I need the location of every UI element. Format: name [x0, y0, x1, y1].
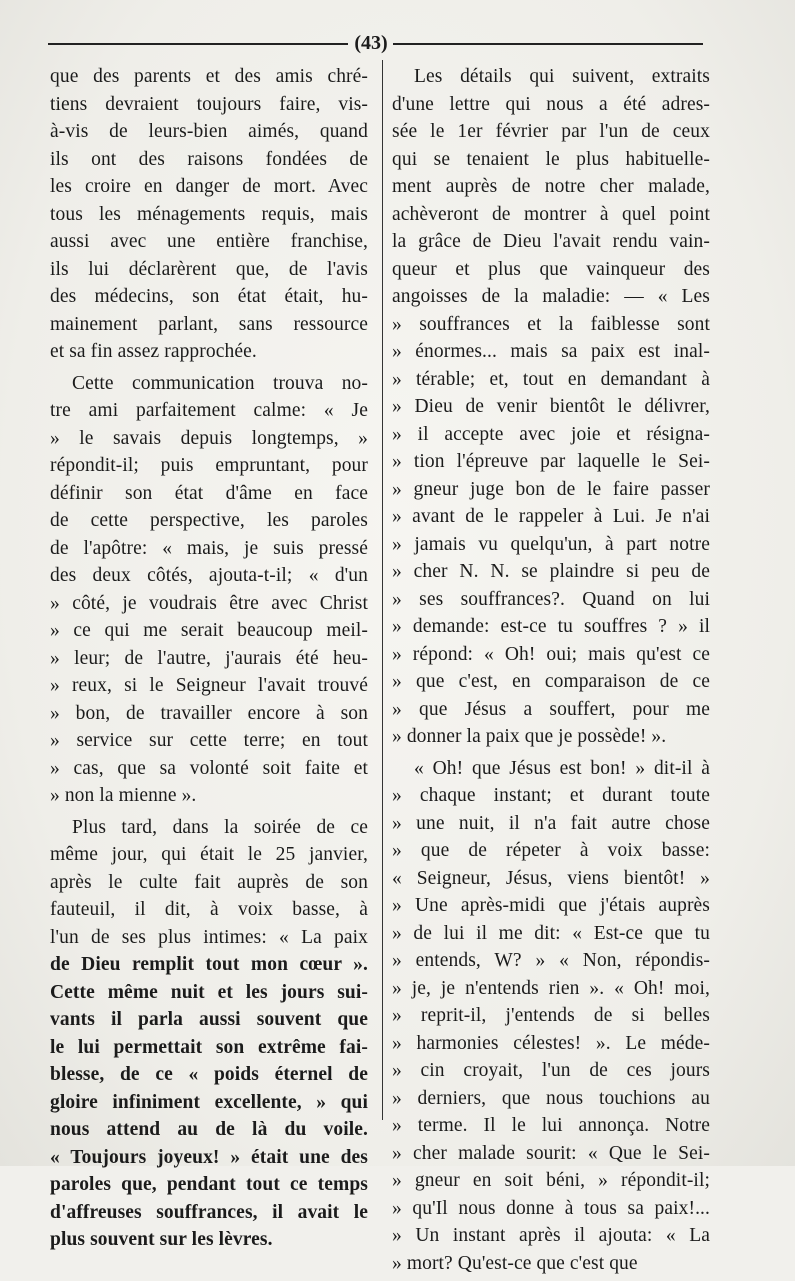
text-line: » une nuit, il n'a fait autre chose [392, 812, 710, 834]
text-line: de cette perspective, les paroles [50, 510, 368, 531]
text-line: » que c'est, en comparaison de ce [392, 671, 710, 692]
text-line: des deux côtés, ajouta-t-il; « d'un [50, 565, 368, 586]
text-line: ment auprès de notre cher malade, [392, 176, 710, 197]
text-line: tiens devraient toujours faire, vis- [50, 93, 368, 115]
text-line: » leur; de l'autre, j'aurais été heu- [50, 647, 368, 669]
text-line: » service sur cette terre; en tout [50, 730, 368, 751]
text-line: d'une lettre qui nous a été adres- [392, 93, 710, 115]
text-line: » térable; et, tout en demandant à [392, 368, 710, 390]
text-line: » mort? Qu'est-ce que c'est que [392, 1252, 638, 1274]
paragraph [50, 63, 368, 366]
text-line: » cher malade sourit: « Que le Sei- [392, 1142, 710, 1164]
text-line: » il accepte avec joie et résigna- [392, 423, 710, 445]
text-line: » que Jésus a souffert, pour me [392, 698, 710, 720]
text-line: » ses souffrances?. Quand on lui [392, 588, 710, 610]
text-line: ils lui déclarèrent que, de l'avis [50, 258, 368, 280]
text-line: angoisses de la maladie: — « Les [392, 286, 710, 307]
text-line: » je, je n'entends rien ». « Oh! moi, [392, 977, 710, 999]
text-line: » reprit-il, j'entends de si belles [392, 1005, 710, 1026]
text-line: « Seigneur, Jésus, viens bientôt! » [392, 867, 710, 889]
text-line: qui se tenaient le plus habituelle- [392, 148, 710, 170]
text-line: gloire infiniment excellente, » qui [50, 1091, 368, 1113]
text-line: sée le 1er février par l'un de ceux [392, 121, 710, 142]
text-line: blesse, de ce « poids éternel de [50, 1064, 368, 1085]
text-line: des médecins, son état était, hu- [50, 286, 368, 307]
text-line: fauteuil, il dit, à voix basse, à [50, 899, 368, 920]
text-line: » demande: est-ce tu souffres ? » il [392, 616, 710, 637]
text-line: » derniers, que nous touchions au [392, 1087, 710, 1109]
text-line: nous attend au de là du voile. [50, 1119, 368, 1140]
text-line: Les détails qui suivent, extraits [414, 66, 710, 87]
text-line: Cette communication trouva no- [72, 372, 368, 394]
text-line: » cin croyait, l'un de ces jours [392, 1060, 710, 1081]
text-line: d'affreuses souffrances, il avait le [50, 1201, 368, 1223]
text-line: Cette même nuit et les jours sui- [50, 981, 368, 1003]
text-line: tre ami parfaitement calme: « Je [50, 400, 368, 421]
text-line: » chaque instant; et durant toute [392, 785, 710, 806]
text-line: » avant de le rappeler à Lui. Je n'ai [392, 506, 710, 527]
text-line: achèveront de montrer à quel point [392, 203, 710, 225]
text-line: aussi avec une entière franchise, [50, 231, 368, 252]
paragraph [392, 755, 710, 1278]
text-line: plus souvent sur les lèvres. [50, 1229, 273, 1250]
text-line: après le culte fait auprès de son [50, 871, 368, 893]
paragraph [392, 63, 710, 751]
text-line: » non la mienne ». [50, 785, 197, 806]
text-line: » tion l'épreuve par laquelle le Sei- [392, 451, 710, 472]
column-divider [382, 60, 383, 1120]
text-line: » de lui il me dit: « Est-ce que tu [392, 922, 710, 944]
text-line: » qu'Il nous donne à tous sa paix!... [392, 1197, 710, 1219]
text-line: mainement parlant, sans ressource [50, 313, 368, 335]
page-header [48, 30, 703, 56]
text-line: la grâce de Dieu l'avait rendu vain- [392, 231, 710, 252]
text-line: répondit-il; puis empruntant, pour [50, 455, 368, 476]
paragraph [50, 814, 368, 1254]
text-line: de Dieu remplit tout mon cœur ». [50, 954, 368, 975]
text-line: » Dieu de venir bientôt le délivrer, [392, 396, 710, 417]
text-line: le lui permettait son extrême fai- [50, 1036, 368, 1058]
text-line: tous les ménagements requis, mais [50, 203, 368, 225]
text-line: » bon, de travailler encore à son [50, 702, 368, 724]
text-line: » que de répeter à voix basse: [392, 840, 710, 861]
text-line: Plus tard, dans la soirée de ce [72, 816, 368, 838]
text-line: » entends, W? » « Non, répondis- [392, 950, 710, 971]
page-number: (43) [354, 32, 388, 54]
text-line: les croire en danger de mort. Avec [50, 176, 368, 197]
text-line: » donner la paix que je possède! ». [392, 726, 667, 747]
header-rule-left [48, 43, 348, 45]
header-rule-right [393, 43, 703, 45]
text-line: » le savais depuis longtemps, » [50, 427, 368, 449]
text-line: à-vis de leurs-bien aimés, quand [50, 121, 368, 142]
text-line: » gneur juge bon de le faire passer [392, 478, 710, 500]
text-line: définir son état d'âme en face [50, 482, 368, 504]
text-line: « Toujours joyeux! » était une des [50, 1146, 368, 1168]
text-line: » cher N. N. se plaindre si peu de [392, 561, 710, 582]
text-line: de l'apôtre: « mais, je suis pressé [50, 537, 368, 559]
text-line: ils ont des raisons fondées de [50, 148, 368, 170]
text-line: » cas, que sa volonté soit faite et [50, 757, 368, 779]
text-line: et sa fin assez rapprochée. [50, 341, 257, 362]
paragraph [50, 370, 368, 810]
text-line: » reux, si le Seigneur l'avait trouvé [50, 675, 368, 696]
text-line: » Une après-midi que j'étais auprès [392, 895, 710, 916]
text-line: » Un instant après il ajouta: « La [392, 1225, 710, 1246]
text-line: » énormes... mais sa paix est inal- [392, 341, 710, 362]
text-line: » ce qui me serait beaucoup meil- [50, 620, 368, 641]
text-line: » harmonies célestes! ». Le méde- [392, 1032, 710, 1054]
text-line: que des parents et des amis chré- [50, 66, 368, 87]
text-line: « Oh! que Jésus est bon! » dit-il à [414, 757, 710, 779]
text-line: » terme. Il le lui annonça. Notre [392, 1115, 710, 1136]
text-line: » côté, je voudrais être avec Christ [50, 592, 368, 614]
text-line: » gneur en soit béni, » répondit-il; [392, 1170, 710, 1191]
text-line: queur et plus que vainqueur des [392, 258, 710, 280]
text-line: vants il parla aussi souvent que [50, 1009, 368, 1030]
text-line: l'un de ses plus intimes: « La paix [50, 926, 368, 948]
text-line: » répond: « Oh! oui; mais qu'est ce [392, 643, 710, 665]
text-line: » souffrances et la faiblesse sont [392, 313, 710, 335]
right-column [392, 63, 710, 1281]
text-line: même jour, qui était le 25 janvier, [50, 844, 368, 865]
text-line: » jamais vu quelqu'un, à part notre [392, 533, 710, 555]
left-column [50, 63, 368, 1258]
text-line: paroles que, pendant tout ce temps [50, 1174, 368, 1195]
